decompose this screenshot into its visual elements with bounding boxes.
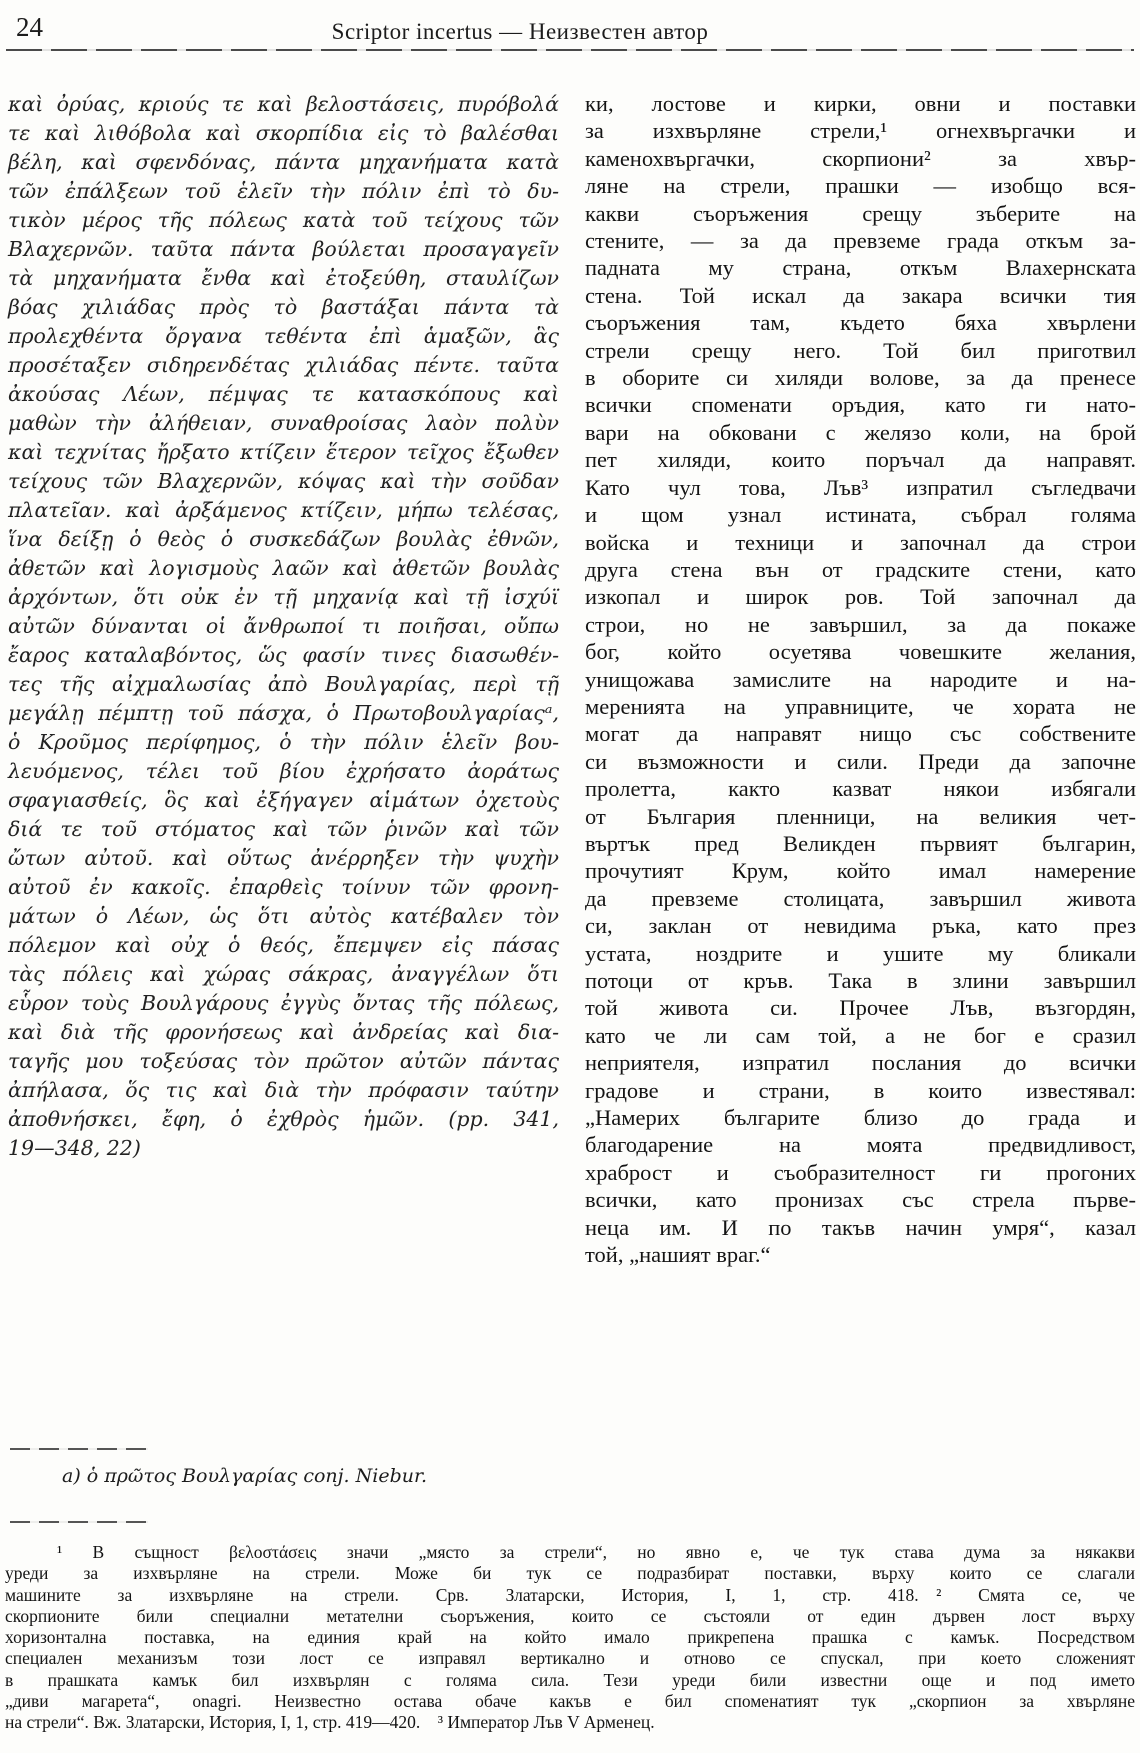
text-columns — [8, 90, 1136, 1268]
bulgarian-text-line: меренията на управниците, че хората не — [585, 693, 1136, 719]
greek-text-line: Βλαχερνῶν. ταῦτα πάντα βούλεται προσαγαγεῖν — [8, 237, 559, 261]
bulgarian-text-line: неца им. И по такъв начин умря“, казал — [585, 1214, 1136, 1240]
greek-text-line: βόας χιλιάδας πρὸς τὸ βαστάξαι πάντα τὰ — [8, 295, 559, 319]
footnote-line: уреди за изхвърляне на стрели. Може би тук се подразбират поставки, върху които се слагали — [5, 1563, 1135, 1584]
greek-text-line: βέλη, καὶ σφενδόνας, πάντα μηχανήματα κατὰ — [8, 150, 559, 174]
bulgarian-text-line: какви съоръжения срещу зъберите на — [585, 200, 1136, 226]
page-number: 24 — [16, 12, 43, 42]
footnote-line: „диви магарета“, onagri. Неизвестно остава обаче какъв е бил споменатият тук „скорпион за хвърляне — [5, 1691, 1135, 1712]
bulgarian-text-line: храброст и съобразителност ги прогоних — [585, 1159, 1136, 1185]
bulgarian-text-line: падната му страна, откъм Влахернската — [585, 255, 1136, 281]
bulgarian-text-line: бог, който осуетява човешките желания, — [585, 639, 1136, 665]
greek-text-line: ἀπήλασα, ὅς τις καὶ διὰ τὴν πρόφασιν ταύτην — [8, 1078, 559, 1102]
greek-text-line: ἀποθνήσκει, ἔφη, ὁ ἐχθρὸς ἡμῶν. (pp. 341, — [8, 1107, 559, 1131]
bulgarian-text-line: изкопал и широк ров. Той започнал да — [585, 584, 1136, 610]
bulgarian-text-line: за изхвърляне стрели,¹ огнехвъргачки и — [585, 118, 1136, 144]
bulgarian-text-line: унищожава замислите на народите и на- — [585, 666, 1136, 692]
bulgarian-text-line: устата, ноздрите и ушите му бликали — [585, 940, 1136, 966]
greek-text-line: καὶ ὀρύας, κριούς τε καὶ βελοστάσεις, πυρόβολά — [8, 92, 559, 116]
bulgarian-text-line: в оборите си хиляди волове, за да пренесе — [585, 365, 1136, 391]
greek-text-line: προσέταξεν σιδηρενδέτας χιλιάδας πέντε. ταῦτα — [8, 353, 559, 377]
bulgarian-text-line: пет хиляди, които поръчал да направят. — [585, 447, 1136, 473]
greek-text-line: μάτων ὁ Λέων, ὡς ὅτι αὐτὸς κατέβαλεν τὸν — [8, 904, 559, 928]
bulgarian-text-line: потоци от кръв. Така в злини завършил — [585, 968, 1136, 993]
bulgarian-text-line: си, заклан от невидима ръка, като през — [585, 913, 1136, 939]
bulgarian-text-line: и щом узнал истината, събрал голяма — [585, 502, 1136, 528]
bulgarian-text-line: ляне на стрели, прашки — изобщо вся- — [585, 173, 1136, 199]
greek-text-line: τείχους τῶν Βλαχερνῶν, κόψας καὶ τὴν σοῦδαν — [8, 469, 559, 493]
greek-text-line: ἔαρος καταλαβόντος, ὥς φασίν τινες διασωθέν- — [8, 643, 559, 667]
bulgarian-text-line: си възможности и сили. Преди да започне — [585, 748, 1136, 774]
greek-text-line: εὗρον τοὺς Βουλγάρους ἐγγὺς ὄντας τῆς πόλεως, — [8, 991, 559, 1015]
bulgarian-text-line: неприятеля, изпратил послания до всички — [585, 1050, 1136, 1076]
bulgarian-text-line: ки, лостове и кирки, овни и поставки — [585, 91, 1136, 116]
bulgarian-text-line: съоръжения там, където бяха хвърлени — [585, 310, 1136, 336]
bulgarian-text-line: въртък пред Великден първият българин, — [585, 830, 1136, 856]
header-rule — [6, 49, 1134, 51]
footnote-line: ¹ В същност βελοστάσεις значи „място за стрели“, но явно е, че тук става дума за някакви — [57, 1542, 1135, 1562]
bulgarian-text-line: войска и техници и започнал да строи — [585, 529, 1136, 555]
greek-text-line: πόλεμον καὶ οὐχ ὁ θεός, ἔπεμψεν εἰς πάσας — [8, 933, 559, 957]
greek-text-line: μεγάλῃ πέμπτῃ τοῦ πάσχα, ὁ Πρωτοβουλγαρίαςᵃ, — [8, 701, 559, 725]
bulgarian-text-line: стена. Той искал да закара всички тия — [585, 282, 1136, 308]
bulgarian-text-line: стрели срещу него. Той бил приготвил — [585, 337, 1136, 363]
bulgarian-text-line: всички споменати оръдия, като ги нато- — [585, 392, 1136, 418]
greek-text-line: ἀρχόντων, ὅτι οὐκ ἐν τῇ μηχανίᾳ καὶ τῇ ἰσχύϊ — [8, 585, 559, 609]
footnote-line: в прашката камък бил изхвърлян с голяма сила. Тези уреди били известни още и под името — [5, 1669, 1135, 1690]
greek-text-line: μαθὼν τὴν ἀλήθειαν, συναθροίσας λαὸν πολὺν — [8, 411, 559, 435]
footnote-line: скорпионите били специални метателни съоръжения, които се състояли от един дървен лост върху — [5, 1605, 1135, 1626]
greek-text-line: προλεχθέντα ὄργανα τεθέντα ἐπὶ ἁμαξῶν, ἃς — [8, 324, 559, 348]
bulgarian-text-line: строи, но не завършил, за да покаже — [585, 611, 1136, 637]
bulgarian-text-line: да превземе столицата, завършил живота — [585, 885, 1136, 911]
greek-text-line: τὰς πόλεις καὶ χώρας σάκρας, ἀναγγέλων ὅτι — [8, 962, 559, 986]
greek-text-line: πλατεῖαν. καὶ ἀρξάμενος κτίζειν, μήπω τελέσας, — [8, 498, 559, 522]
greek-text-line: αὐτῶν δύνανται οἱ ἄνθρωποί τι ποιῆσαι, οὔπω — [8, 614, 559, 638]
greek-text-line: τικὸν μέρος τῆς πόλεως κατὰ τοῦ τείχους τῶν — [8, 208, 559, 232]
bulgarian-text-line: пролетта, както казват някои избягали — [585, 776, 1136, 802]
footnotes-block — [5, 1542, 1135, 1734]
greek-text-line: καὶ τεχνίτας ἤρξατο κτίζειν ἕτερον τεῖχος ἔξωθεν — [8, 440, 559, 464]
bulgarian-text-line: той живота си. Прочее Лъв, възгордян, — [585, 995, 1136, 1021]
bulgarian-text-line: той, „нашият враг.“ — [585, 1242, 771, 1268]
greek-text-line: ἀθετῶν καὶ λογισμοὺς λαῶν καὶ ἀθετῶν βουλὰς — [8, 556, 559, 580]
bulgarian-translation-column — [585, 90, 1136, 1268]
bulgarian-text-line: от България пленници, на великия чет- — [585, 803, 1136, 829]
apparatus-separator-rule — [10, 1448, 148, 1450]
greek-text-line: 19—348, 22) — [8, 1136, 141, 1160]
greek-text-line: σφαγιασθείς, ὃς καὶ ἐξήγαγεν αἱμάτων ὀχετοὺς — [8, 788, 559, 812]
bulgarian-text-line: могат да направят нищо със собствените — [585, 721, 1136, 747]
bulgarian-text-line: прочутият Крум, който имал намерение — [585, 858, 1136, 884]
greek-text-line: ταγῆς μου τοξεύσας τὸν πρῶτον αὐτῶν πάντας — [8, 1049, 559, 1073]
bulgarian-text-line: като че ли сам той, а не бог е сразил — [585, 1022, 1136, 1048]
footnote-line: специален механизъм този лост се изправял вертикално и отново се спускал, при което сложеният — [5, 1648, 1135, 1669]
greek-text-line: καὶ διὰ τῆς φρονήσεως καὶ ἀνδρείας καὶ δια- — [8, 1020, 559, 1044]
bulgarian-text-line: вари на обковани с желязо коли, на брой — [585, 419, 1136, 445]
greek-text-line: τε καὶ λιθόβολα καὶ σκορπίδια εἰς τὸ βαλέσθαι — [8, 121, 559, 145]
greek-text-line: ἀκούσας Λέων, πέμψας τε κατασκόπους καὶ — [8, 382, 559, 406]
bulgarian-text-line: всички, като пронизах със стрела първе- — [585, 1187, 1136, 1213]
footnote-line: хоризонтална поставка, на единия край на който имало прикрепена прашка с камък. Посредством — [5, 1627, 1135, 1648]
bulgarian-text-line: Като чул това, Лъв³ изпратил съгледвачи — [585, 474, 1136, 500]
apparatus-note: a) ὁ πρῶτος Βουλγαρίας conj. Niebur. — [62, 1465, 428, 1487]
greek-text-line: ὁ Κροῦμος περίφημος, ὁ τὴν πόλιν ἑλεῖν βου- — [8, 730, 559, 754]
running-title: Scriptor incertus — Неизвестен автор — [331, 19, 709, 44]
bulgarian-text-line: каменохвъргачки, скорпиони² за хвър- — [585, 145, 1136, 171]
greek-text-line: ἵνα δείξῃ ὁ θεὸς ὁ συσκεδάζων βουλὰς ἐθνῶν, — [8, 527, 559, 551]
footnote-line: машините за изхвърляне на стрели. Срв. Златарски, История, I, 1, стр. 418. ² Смята се, че — [5, 1584, 1135, 1605]
greek-text-line: τες τῆς αἰχμαλωσίας ἀπὸ Βουλγαρίας, περὶ τῇ — [8, 672, 559, 696]
footnote-separator-rule — [10, 1521, 148, 1523]
greek-column — [8, 90, 559, 1268]
greek-text-line: διά τε τοῦ στόματος καὶ τῶν ῥινῶν καὶ τῶν — [8, 817, 559, 841]
footnote-line: на стрели“. Вж. Златарски, История, I, 1, стр. 419—420. ³ Император Лъв V Арменец. — [5, 1712, 655, 1733]
greek-text-line: ὤτων αὐτοῦ. καὶ οὕτως ἀνέρρηξεν τὴν ψυχὴν — [8, 846, 559, 870]
greek-text-line: τῶν ἐπάλξεων τοῦ ἑλεῖν τὴν πόλιν ἐπὶ τὸ δυ- — [8, 179, 559, 203]
bulgarian-text-line: градове и страни, в които известявал: — [585, 1077, 1136, 1103]
bulgarian-text-line: друга стена вън от градските стени, като — [585, 556, 1136, 582]
bulgarian-text-line: стените, — за да превземе града откъм за- — [585, 228, 1136, 254]
greek-text-line: αὐτοῦ ἐν κακοῖς. ἐπαρθεὶς τοίνυν τῶν φρονη- — [8, 875, 559, 899]
bulgarian-text-line: „Намерих българите близо до града и — [585, 1105, 1136, 1131]
greek-text-line: λευόμενος, τέλει τοῦ βίου ἐχρήσατο ἀοράτως — [8, 759, 559, 783]
greek-text-line: τὰ μηχανήματα ἔνθα καὶ ἐτοξεύθη, σταυλίζων — [8, 266, 559, 290]
bulgarian-text-line: благодарение на моята предвидливост, — [585, 1132, 1136, 1158]
